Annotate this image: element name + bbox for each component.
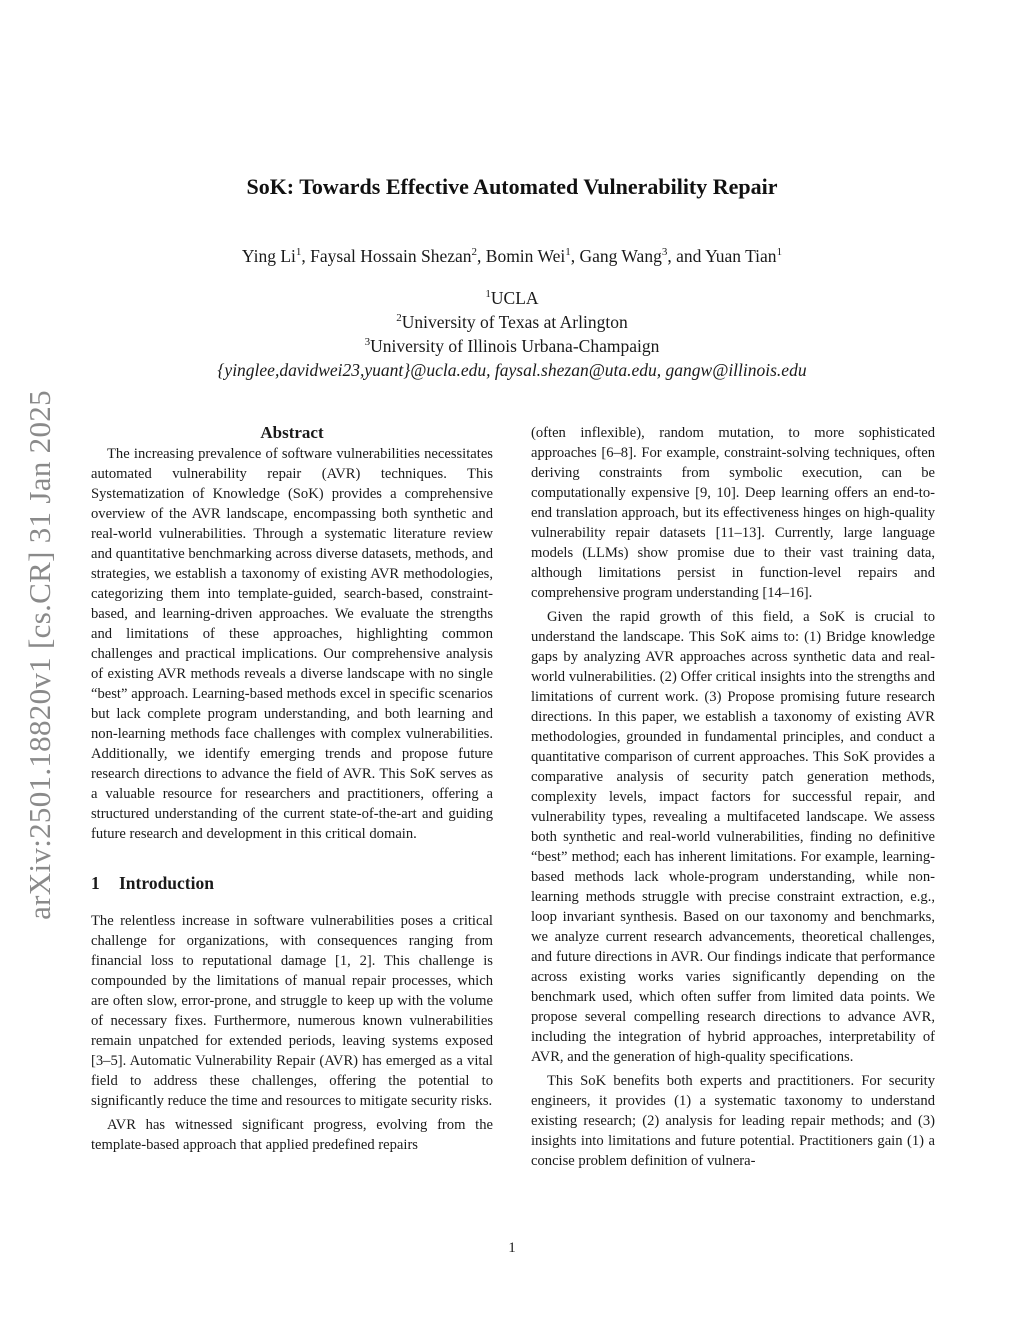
author-affil-mark: 1 — [776, 246, 783, 259]
affiliation-mark: 1 — [485, 288, 491, 301]
affiliation-name: University of Texas at Arlington — [401, 312, 628, 332]
affiliation — [0, 310, 1024, 334]
abstract-text: The increasing prevalence of software vulnerabilities necessitates automated vulnerability repair (AVR) techniques. This Systematization of Knowledge (SoK) provides a comprehensive overview of the AVR landscape, encompassing both synthetic and real-world vulnerabilities. Through a systematic literature review and quantitative benchmarking across diverse datasets, methods, and strategies, we establish a taxonomy of existing AVR methodologies, categorizing them into template-guided, search-based, constraint-based, and learning-driven approaches. We evaluate the strengths and limitations of these approaches, highlighting common challenges and practical implications. Our comprehensive analysis of existing AVR methods reveals a diverse landscape with no single “best” approach. Learning-based methods excel in specific scenarios but lack complete program understanding, and both learning and non-learning methods face challenges with complex vulnerabilities. Additionally, we identify emerging trends and propose future research directions to advance the field of AVR. This SoK serves as a valuable resource for researchers and practitioners, offering a structured understanding of the current state-of-the-art and guiding future research and development in this critical domain. — [91, 446, 493, 842]
author-affil-mark: 2 — [471, 246, 478, 259]
body-paragraph: This SoK benefits both experts and practitioners. For security engineers, it provides (1) a systematic taxonomy to understand existing research; (2) analysis for leading repair methods; and (3) insights into limitations and future potential. Practitioners gain (1) a concise problem definition of vulnera- — [531, 1073, 935, 1169]
body-paragraph: AVR has witnessed significant progress, evolving from the template-based approach that applied predefined repairs — [91, 1117, 493, 1153]
affiliations — [0, 286, 1024, 382]
affiliation-name: UCLA — [490, 288, 539, 308]
author-list — [0, 246, 1024, 267]
body-paragraph: The relentless increase in software vulnerabilities poses a critical challenge for organizations, with consequences ranging from financial loss to reputational damage [1, 2]. This challenge is compounded by the limitations of manual repair processes, which are often slow, error-prone, and struggle to keep up with the volume of necessary fixes. Furthermore, numerous known vulnerabilities remain unpatched for extended periods, leaving systems exposed [3–5]. Automatic Vulnerability Repair (AVR) has emerged as a vital field to address these challenges, offering the potential to significantly reduce the time and resources to mitigate security risks. — [91, 913, 493, 1109]
affiliation-mark: 2 — [396, 312, 402, 325]
affiliation — [0, 286, 1024, 310]
page-number: 1 — [508, 1240, 516, 1256]
author-name: Ying Li — [241, 246, 296, 266]
author-separator: , — [570, 246, 580, 266]
author-affil-mark: 3 — [661, 246, 668, 259]
paper-title: SoK: Towards Effective Automated Vulnerability Repair — [246, 174, 778, 199]
author-separator: , — [477, 246, 486, 266]
author-separator: , — [301, 246, 311, 266]
author-name: Bomin Wei — [485, 246, 566, 266]
author — [310, 246, 486, 266]
author-affil-mark: 1 — [565, 246, 571, 259]
author-name: Gang Wang — [579, 246, 662, 266]
author — [579, 246, 705, 266]
section-heading — [91, 872, 493, 894]
body-paragraph: Given the rapid growth of this field, a SoK is crucial to understand the landscape. This SoK aims to: (1) Bridge knowledge gaps by analyzing AVR approaches across synthetic data and real-world vulnerabilities. (2) Offer critical insights into the strengths and limitations of current work. (3) Propose promising future research directions. In this paper, we establish a taxonomy of existing AVR methodologies, grounded in fundamental principles, and conduct a quantitative comparison of current approaches. This SoK provides a comparative analysis of security patch generation methods, complexity levels, impact factors for successful repair, and vulnerability types, revealing a multifaceted landscape. We assess both synthetic and real-world vulnerabilities, finding no definitive “best” method; each has inherent limitations. For example, learning-based methods lack whole-program understanding, while non-learning methods struggle with precise constraint extraction, e.g., loop invariant synthesis. Based on our taxonomy and benchmarks, we analyze current research advancements, theoretical challenges, and future directions in AVR. Our findings indicate that performance across existing works varies significantly depending on the benchmark used, which often suffer from limited data points. We propose several compelling research directions to advance AVR, including the integration of hybrid approaches, interpretability of AVR, and the generation of high-quality specifications. — [531, 609, 935, 1065]
section-number: 1 — [91, 873, 100, 893]
author-name: Faysal Hossain Shezan — [310, 246, 472, 266]
arxiv-identifier: arXiv:2501.18820v1 [cs.CR] 31 Jan 2025 — [22, 390, 57, 920]
left-column — [91, 423, 493, 1155]
author-name: Yuan Tian — [705, 246, 777, 266]
right-column — [531, 423, 935, 1171]
author-emails: {yinglee,davidwei23,yuant}@ucla.edu, faysal.shezan@uta.edu, gangw@illinois.edu — [217, 360, 807, 380]
author-separator: , and — [667, 246, 706, 266]
affiliation — [0, 334, 1024, 358]
author — [486, 246, 580, 266]
affiliation-name: University of Illinois Urbana-Champaign — [370, 336, 660, 356]
body-paragraph: (often inflexible), random mutation, to more sophisticated approaches [6–8]. For example, constraint-solving techniques, often deriving constraints from symbolic execution, can be computationally expensive [9, 10]. Deep learning offers an end-to-end translation approach, but its effectiveness hinges on high-quality vulnerability repair datasets [11–13]. Currently, large language models (LLMs) show promise due to their vast training data, although limitations persist in function-level repairs and comprehensive program understanding [14–16]. — [531, 425, 935, 601]
abstract-heading: Abstract — [260, 423, 324, 442]
author — [705, 246, 782, 266]
arxiv-sidebar — [20, 370, 60, 940]
author — [242, 246, 310, 266]
author-affil-mark: 1 — [295, 246, 302, 259]
affiliation-mark: 3 — [364, 336, 371, 349]
section-title: Introduction — [119, 873, 214, 893]
